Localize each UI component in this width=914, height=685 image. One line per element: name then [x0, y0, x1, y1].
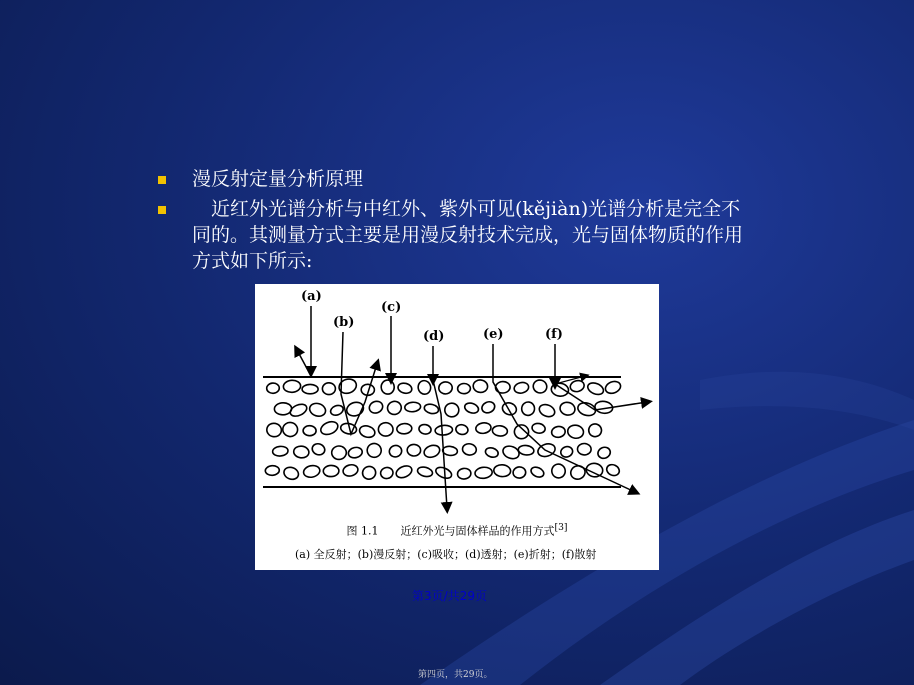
grain-shape: [495, 381, 510, 393]
grain-shape: [417, 379, 432, 395]
grain-shape: [577, 443, 591, 455]
grain-shape: [329, 404, 344, 417]
grain-shape: [342, 463, 359, 477]
grain-shape: [587, 422, 604, 439]
grain-shape: [537, 402, 556, 419]
grain-shape: [282, 422, 299, 438]
caption-ref: [3]: [554, 522, 568, 533]
grain-shape: [381, 380, 395, 395]
grain-shape: [559, 401, 577, 417]
grain-shape: [347, 446, 363, 459]
grain-shape: [438, 381, 452, 394]
grain-shape: [322, 383, 335, 395]
grain-shape: [569, 379, 585, 393]
ray-label-b: (b): [333, 315, 355, 330]
grain-shape: [417, 466, 434, 478]
grain-shape: [308, 401, 327, 418]
grain-shape: [368, 399, 385, 415]
grain-shape: [358, 424, 376, 439]
grain-shape: [388, 444, 403, 459]
footer-page-text: 第四页，共29页。: [418, 670, 493, 680]
grain-shape: [274, 403, 292, 416]
grain-shape: [404, 402, 421, 413]
ray-label-d: (d): [423, 329, 445, 344]
bullet-marker: [158, 206, 166, 214]
grain-shape: [493, 464, 511, 477]
bullet-item: [158, 196, 758, 274]
caption-title-text: 图 1.1 近红外光与固体样品的作用方式: [346, 524, 555, 538]
grain-shape: [293, 445, 309, 458]
grain-shape: [501, 444, 521, 461]
bullet-item: [158, 166, 758, 192]
grain-shape: [513, 381, 530, 394]
grain-shape: [586, 381, 605, 397]
grain-shape: [378, 422, 393, 436]
grain-shape: [396, 423, 412, 434]
grain-shape: [457, 383, 470, 394]
grain-shape: [319, 419, 340, 437]
ray-label-e: (e): [483, 327, 504, 342]
grain-shape: [521, 401, 536, 416]
grain-shape: [529, 465, 545, 479]
page-number-link[interactable]: 第3页/共29页: [412, 589, 487, 603]
grain-shape: [266, 422, 283, 438]
grain-shape: [302, 464, 320, 479]
grain-shape: [323, 465, 339, 477]
grain-shape: [518, 445, 535, 456]
grain-shape: [484, 446, 499, 458]
grain-shape: [435, 425, 453, 436]
bullet-text: 漫反射定量分析原理: [192, 168, 364, 190]
grain-shape: [444, 402, 460, 418]
grain-shape: [442, 446, 458, 456]
grain-shape: [386, 400, 403, 417]
grain-shape: [407, 444, 421, 456]
ray-b-path: [341, 332, 377, 434]
grain-shape: [513, 466, 527, 478]
grain-shape: [559, 445, 574, 459]
grain-shape: [288, 402, 308, 419]
grain-shape: [272, 446, 288, 457]
grain-shape: [569, 464, 587, 481]
grain-shape: [418, 423, 432, 435]
grain-shape: [604, 379, 623, 395]
grain-shape: [283, 380, 301, 393]
bullet-list: [158, 166, 758, 278]
grain-shape: [551, 426, 566, 439]
grain-shape: [265, 465, 280, 476]
ray-d-path: [433, 380, 447, 508]
bullet-marker: [158, 176, 166, 184]
grain-shape: [463, 401, 479, 415]
grain-shape: [422, 443, 441, 459]
grain-shape: [457, 468, 471, 480]
grain-shape: [531, 422, 546, 434]
grain-shape: [302, 384, 318, 393]
grain-shape: [331, 446, 346, 460]
ray-label-c: (c): [381, 300, 402, 315]
grain-shape: [501, 401, 518, 417]
grain-shape: [282, 465, 300, 481]
grain-shape: [455, 424, 469, 436]
grain-shape: [423, 403, 439, 415]
grain-shape: [480, 400, 496, 415]
grain-shape: [550, 463, 566, 479]
grain-shape: [475, 422, 491, 434]
grain-shape: [303, 426, 316, 436]
grain-shape: [462, 443, 477, 456]
grain-shape: [472, 379, 488, 393]
bullet-text: 近红外光谱分析与中红外、紫外可见(kějiàn)光谱分析是完全不同的。其测量方式主要是用漫反射技术完成，光与固体物质的作用方式如下所示:: [192, 198, 744, 272]
grain-shape: [361, 465, 378, 481]
grain-shape: [596, 446, 612, 461]
figure-diagram: [255, 284, 659, 520]
grain-shape: [366, 442, 383, 459]
grain-shape: [513, 423, 530, 440]
figure-caption-title: [255, 522, 659, 539]
ray-a-out: [297, 350, 311, 376]
grain-shape: [567, 424, 585, 440]
figure-caption-legend: (a) 全反射；(b)漫反射；(c)吸收；(d)透射；(e)折射；(f)散射: [295, 548, 597, 561]
grain-shape: [397, 382, 413, 395]
grain-shape: [311, 442, 327, 457]
grain-shape: [532, 378, 549, 394]
grain-shape: [492, 425, 508, 437]
ray-label-a: (a): [301, 289, 322, 304]
interaction-figure: [255, 284, 659, 570]
grain-shape: [394, 464, 413, 480]
grain-shape: [380, 466, 394, 479]
grain-shape: [551, 382, 570, 397]
grain-shape: [605, 463, 621, 478]
grain-shape: [266, 383, 279, 394]
grain-shape: [474, 466, 492, 479]
ray-label-f: (f): [545, 327, 563, 342]
